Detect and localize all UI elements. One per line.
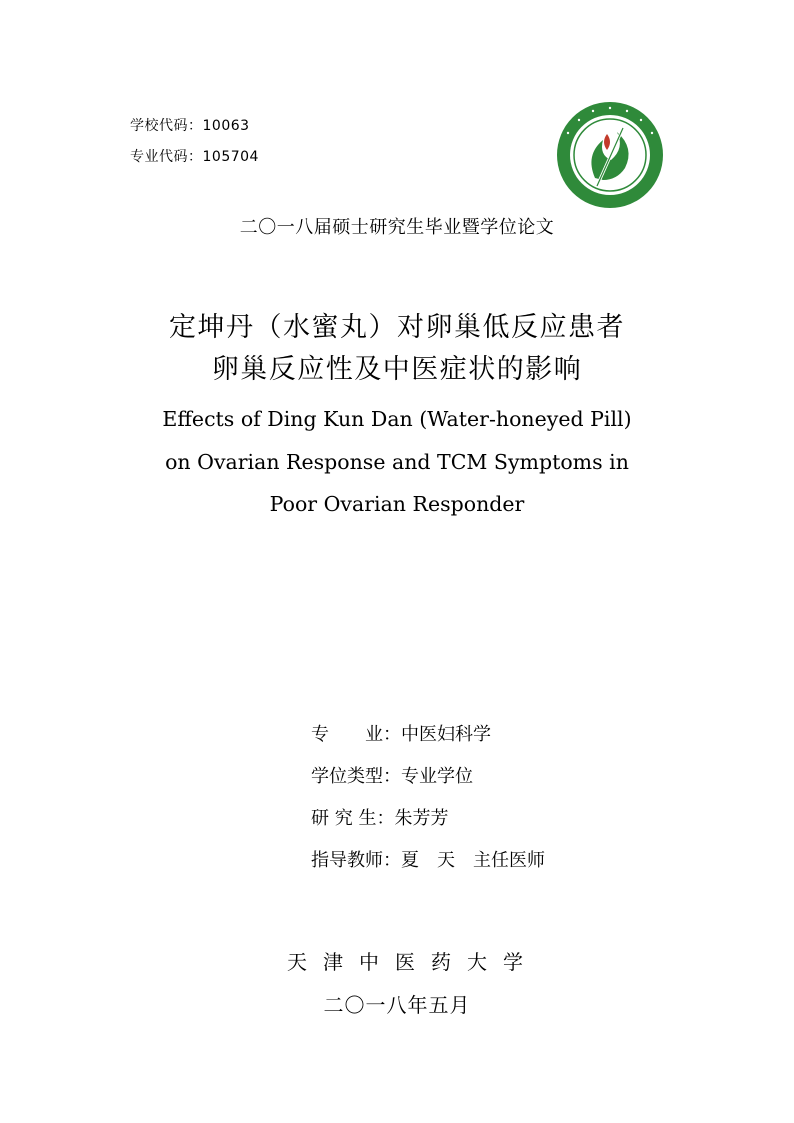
info-student-row (311, 804, 448, 830)
info-student-value: 朱芳芳 (394, 808, 449, 829)
info-advisor-label: 指导教师： (311, 850, 401, 871)
info-advisor-value: 夏 天 主任医师 (401, 850, 545, 871)
title-en-line-3: Poor Ovarian Responder (269, 492, 525, 516)
info-major-label: 专 业： (311, 724, 401, 745)
university-name: 天津中医药大学 (287, 950, 539, 974)
university-seal-logo (555, 100, 665, 210)
title-cn-line-1: 定坤丹（水蜜丸）对卵巢低反应患者 (169, 312, 625, 343)
info-type-row (311, 762, 473, 788)
seal-icon (555, 100, 665, 210)
info-major-row (311, 720, 491, 746)
major-code: 专业代码：105704 (130, 149, 259, 165)
title-en-line-1: Effects of Ding Kun Dan (Water-honeyed Pill) (162, 407, 632, 431)
info-advisor-row (311, 846, 545, 872)
info-type-value: 专业学位 (401, 766, 473, 787)
info-type-label: 学位类型： (311, 766, 401, 787)
title-cn-line-2: 卵巢反应性及中医症状的影响 (211, 354, 583, 385)
info-major-value: 中医妇科学 (401, 724, 491, 745)
school-code: 学校代码：10063 (130, 118, 250, 134)
thesis-date: 二〇一八年五月 (323, 993, 471, 1017)
title-en-line-2: on Ovarian Response and TCM Symptoms in (165, 450, 629, 474)
degree-line: 二〇一八届硕士研究生毕业暨学位论文 (239, 217, 555, 238)
info-student-label: 研 究 生： (311, 808, 395, 829)
